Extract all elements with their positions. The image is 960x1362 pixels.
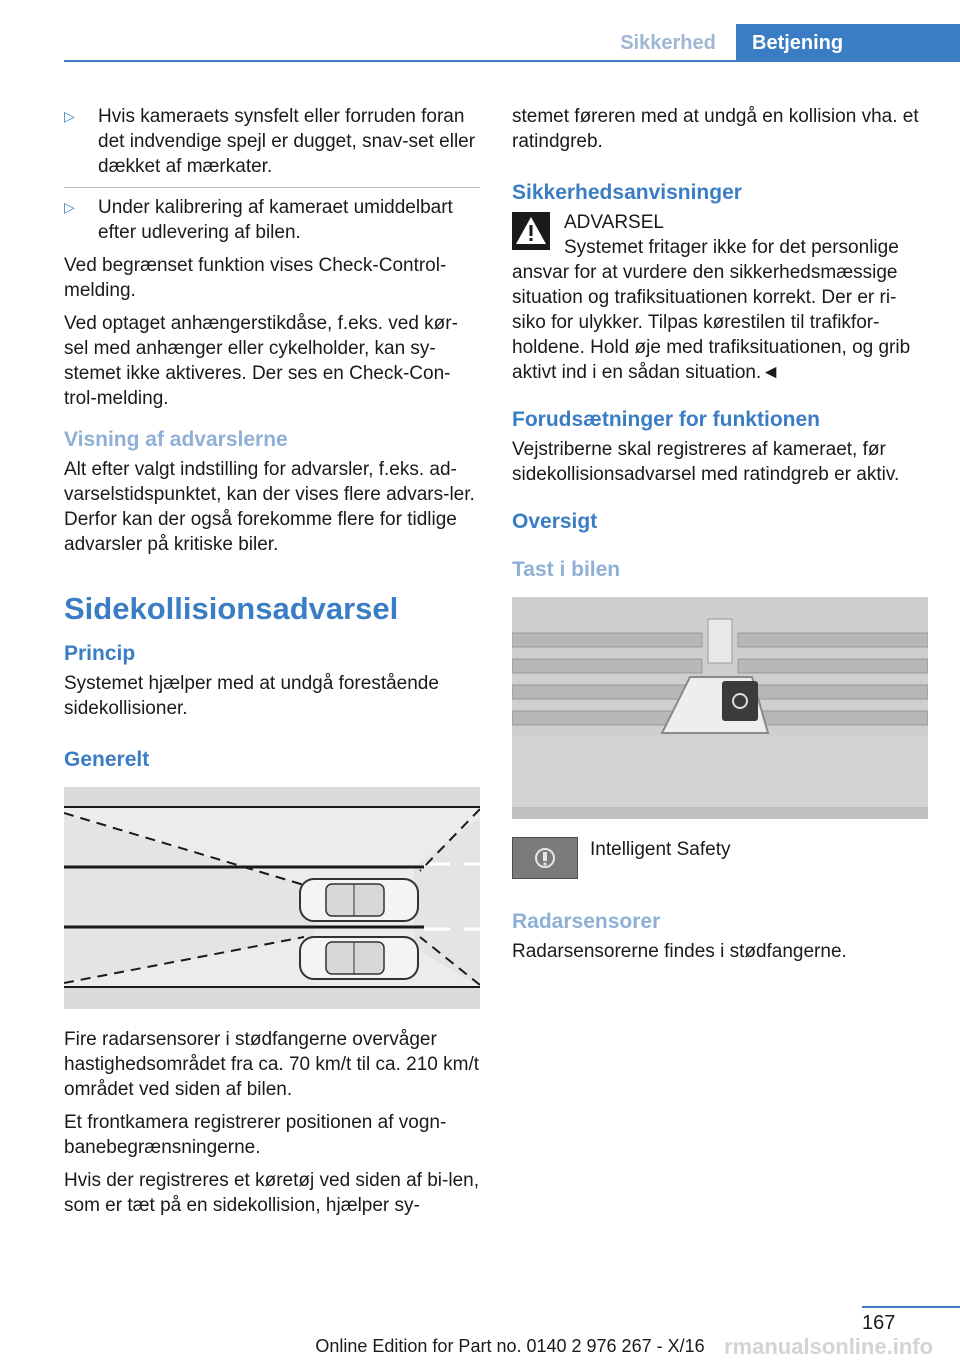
heading-princip: Princip	[64, 642, 136, 665]
key-row	[512, 837, 928, 879]
tab-betjening[interactable]: Betjening	[736, 24, 960, 62]
key-label: Intelligent Safety	[590, 839, 731, 860]
tab-sikkerhed[interactable]: Sikkerhed	[620, 32, 716, 54]
heading-sikkerhedsanvisninger: Sikkerhedsanvisninger	[512, 181, 742, 204]
car-top-view	[300, 937, 418, 979]
heading-sidekollision: Sidekollisionsadvarsel	[64, 591, 399, 626]
header-rule	[64, 60, 960, 62]
edition-footer: Online Edition for Part no. 0140 2 976 267 - X/16	[315, 1336, 705, 1356]
bullet-text: Under kalibrering af kameraet umiddelbart efter udlevering af bilen.	[98, 197, 453, 243]
car-top-view	[300, 879, 418, 921]
paragraph: Ved optaget anhængerstikdåse, f.eks. ved kør-sel med anhænger eller cykelholder, kan sy-stemet ikke aktiveres. Der ses en Check-Con-trol-melding.	[64, 313, 458, 409]
paragraph: Systemet hjælper med at undgå forestående sidekollisioner.	[64, 673, 439, 719]
intelligent-safety-button-icon	[512, 837, 578, 879]
heading-tast-i-bilen: Tast i bilen	[512, 558, 621, 581]
paragraph: stemet føreren med at undgå en kollision vha. et ratindgreb.	[512, 106, 919, 152]
road-diagram-svg	[64, 787, 480, 1009]
watermark: rmanualsonline.info	[724, 1334, 934, 1359]
paragraph: Radarsensorerne findes i stødfangerne.	[512, 941, 847, 962]
right-column	[512, 104, 928, 972]
grille-button-figure	[512, 597, 928, 819]
heading-visning: Visning af advarslerne	[64, 428, 288, 451]
warning-title: ADVARSEL	[564, 212, 664, 233]
paragraph: Alt efter valgt indstilling for advarsler, f.eks. ad-varselstidspunktet, kan der vises flere advars-ler. Derfor kan der også forekomme flere for tidlige advarsler på kritiske biler.	[64, 459, 475, 555]
paragraph: Et frontkamera registrerer positionen af vogn-banebegrænsningerne.	[64, 1112, 447, 1158]
bullet-text: Hvis kameraets synsfelt eller forruden foran det indvendige spejl er dugget, snav-set eller dækket af mærkater.	[98, 106, 476, 177]
paragraph: Hvis der registreres et køretøj ved siden af bi-len, som er tæt på en sidekollision, hjælper sy-	[64, 1170, 479, 1216]
page-number-rule	[862, 1306, 960, 1308]
heading-radarsensorer: Radarsensorer	[512, 910, 661, 933]
road-diagram-figure	[64, 787, 480, 1009]
bullet-item	[64, 104, 480, 179]
paragraph: Ved begrænset funktion vises Check-Control-melding.	[64, 255, 447, 301]
warning-text-first: Systemet fritager ikke for det personlige	[564, 237, 899, 258]
bullet-item	[64, 195, 480, 245]
triangle-bullet-icon: ▷	[64, 199, 75, 215]
warning-triangle-icon	[512, 212, 550, 250]
safety-shield-icon	[513, 838, 577, 878]
triangle-bullet-icon: ▷	[64, 108, 75, 124]
paragraph: Fire radarsensorer i stødfangerne overvåger hastighedsområdet fra ca. 70 km/t til ca. 210 km/t området ved siden af bilen.	[64, 1029, 480, 1100]
warning-block	[512, 210, 928, 385]
heading-generelt: Generelt	[64, 748, 150, 771]
heading-oversigt: Oversigt	[512, 510, 598, 533]
grille-button-svg	[512, 597, 928, 819]
heading-forudsaetninger: Forudsætninger for funktionen	[512, 408, 820, 431]
bullet-divider	[64, 187, 480, 188]
paragraph: Vejstriberne skal registreres af kameraet, før sidekollisionsadvarsel med ratindgreb er aktiv.	[512, 439, 900, 485]
warning-text: ansvar for at vurdere den sikkerhedsmæssige situation og trafiksituationen korrekt. Der er ri-siko for ulykker. Tilpas kørestilen til trafikfor-holdene. Hold øje med trafiksituationen, og grib aktivt ind i en sådan situation.◄	[512, 262, 911, 383]
left-column	[64, 104, 480, 1226]
page-number: 167	[862, 1312, 896, 1334]
